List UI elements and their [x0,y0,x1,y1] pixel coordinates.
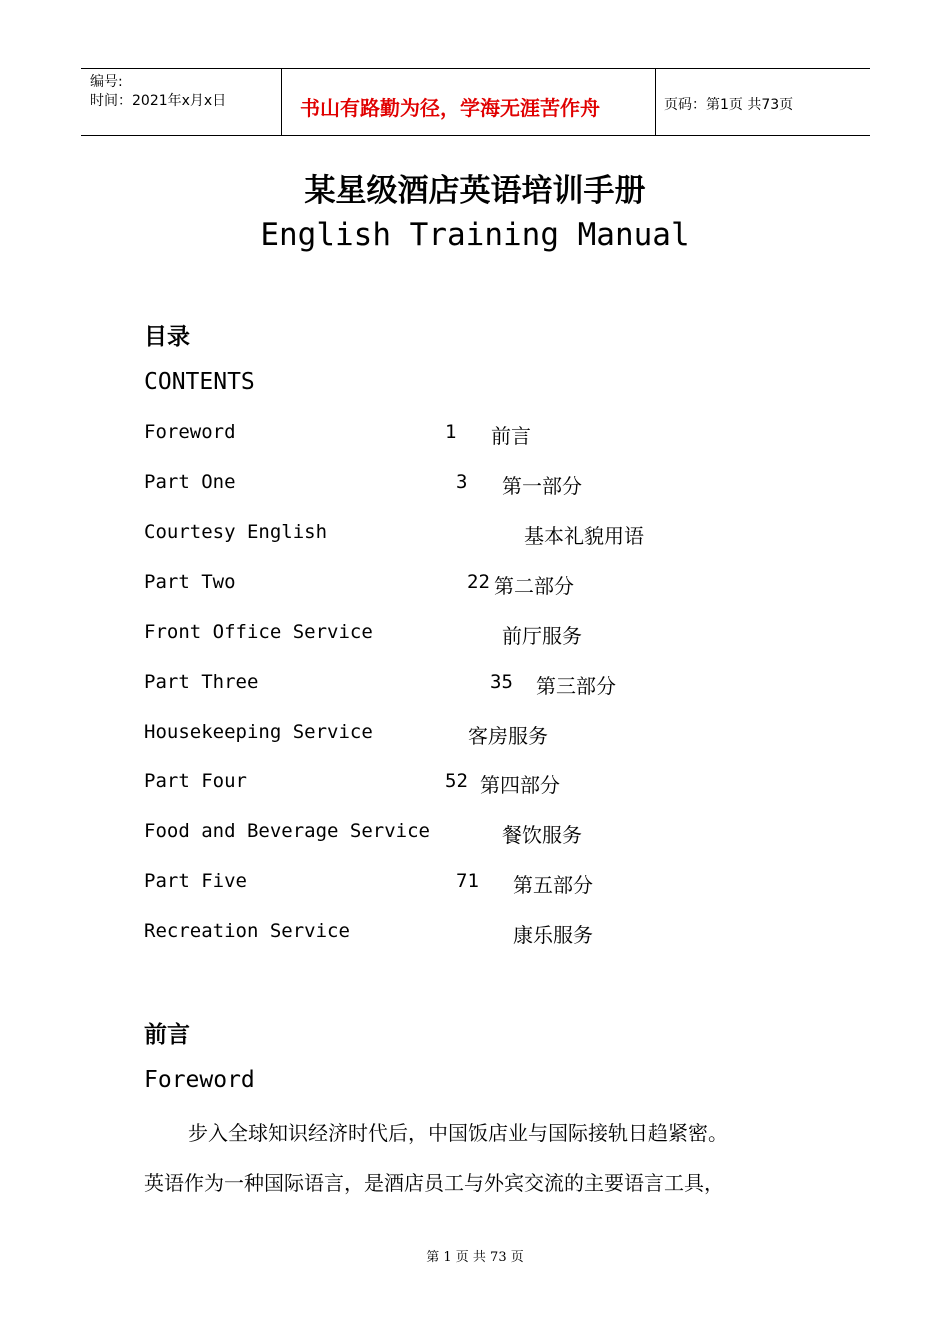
toc-entry-page: 35 [490,671,513,693]
toc-entry-chinese: 餐饮服务 [502,823,582,847]
toc-entry-title: Front Office Service [144,621,373,643]
toc-entry-title: Housekeeping Service [144,721,373,743]
header-motto: 书山有路勤为径，学海无涯苦作舟 [300,96,600,120]
document-title-chinese: 某星级酒店英语培训手册 [304,173,646,209]
toc-entry-title: Part Two [144,571,236,593]
toc-entry-title: Courtesy English [144,521,328,543]
toc-entry-chinese: 第一部分 [502,474,582,498]
toc-entry-page: 71 [456,870,479,892]
header-divider-left [281,68,282,136]
toc-entry-chinese: 第五部分 [513,873,593,897]
toc-entry-title: Part One [144,471,236,493]
toc-entry-page: 1 [445,421,457,443]
foreword-paragraph-line: 英语作为一种国际语言，是酒店员工与外宾交流的主要语言工具， [144,1171,724,1195]
toc-entry-chinese: 第三部分 [536,674,616,698]
toc-entry-page: 3 [456,471,468,493]
header-number-label: 编号: [90,74,123,90]
toc-entry-chinese: 第二部分 [494,574,574,598]
toc-entry-title: Food and Beverage Service [144,820,430,842]
contents-heading-english: CONTENTS [144,369,255,395]
toc-entry-title: Part Three [144,671,259,693]
page-footer: 第 1 页 共 73 页 [426,1250,524,1265]
toc-entry-title: Foreword [144,421,236,443]
header-time-label: 时间：2021年x月x日 [90,93,227,109]
toc-entry-chinese: 客房服务 [468,724,548,748]
toc-entry-chinese: 第四部分 [480,773,560,797]
foreword-heading-chinese: 前言 [144,1021,190,1048]
document-title-english: English Training Manual [260,217,690,253]
header-page-info: 页码：第1页 共73页 [664,97,794,113]
toc-entry-title: Part Five [144,870,247,892]
contents-heading-chinese: 目录 [144,323,190,350]
toc-entry-page: 52 [445,770,468,792]
toc-entry-page: 22 [467,571,490,593]
foreword-heading-english: Foreword [144,1067,255,1093]
toc-entry-title: Part Four [144,770,247,792]
toc-entry-chinese: 康乐服务 [513,923,593,947]
header-divider-right [655,68,656,136]
toc-entry-chinese: 前厅服务 [502,624,582,648]
header-bottom-rule [81,135,870,136]
header-top-rule [81,68,870,69]
toc-entry-chinese: 基本礼貌用语 [524,524,644,548]
toc-entry-title: Recreation Service [144,920,350,942]
foreword-paragraph-line: 步入全球知识经济时代后，中国饭店业与国际接轨日趋紧密。 [188,1121,728,1145]
toc-entry-chinese: 前言 [491,424,531,448]
